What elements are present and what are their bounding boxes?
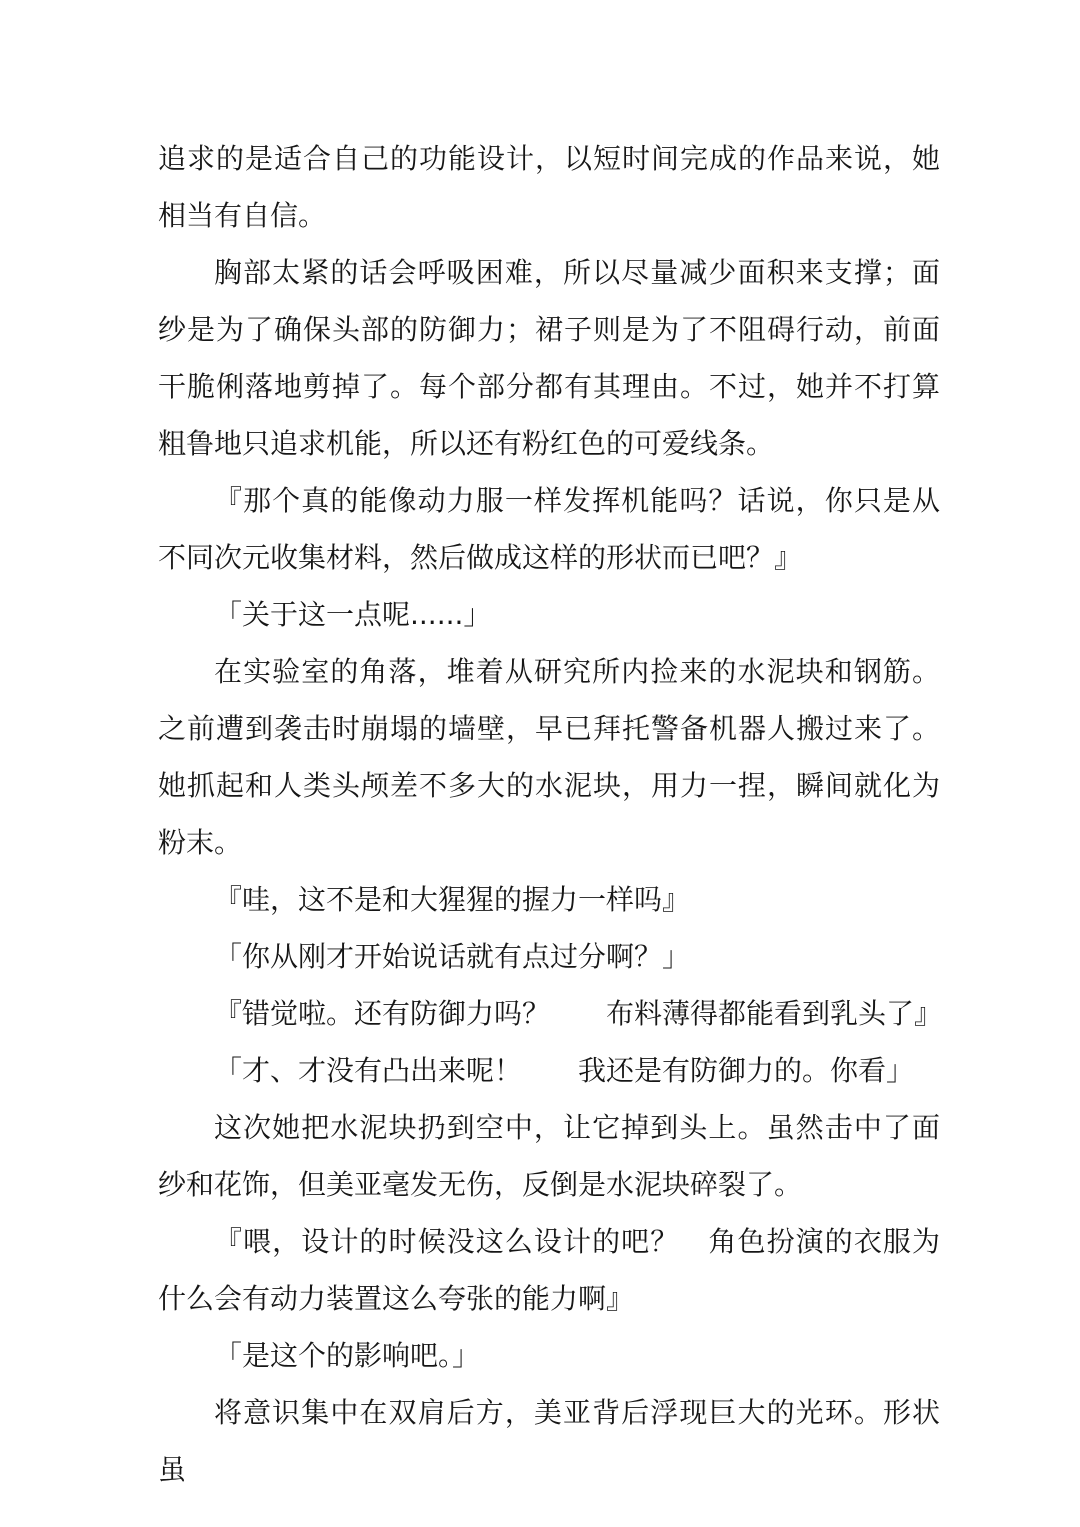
paragraph-3: 『那个真的能像动力服一样发挥机能吗？话说，你只是从不同次元收集材料，然后做成这样的形状而已吧？』 (158, 484, 940, 574)
paragraph-1: 追求的是适合自己的功能设计，以短时间完成的作品来说，她相当有自信。 (158, 142, 940, 232)
paragraph-7: 「你从刚才开始说话就有点过分啊？」 (214, 940, 691, 973)
text-block (158, 130, 943, 1498)
paragraph-10: 这次她把水泥块扔到空中，让它掉到头上。虽然击中了面纱和花饰，但美亚毫发无伤，反倒是水泥块碎裂了。 (158, 1111, 940, 1201)
paragraph-12: 「是这个的影响吧。」 (214, 1339, 481, 1372)
paragraph-4: 「关于这一点呢......」 (214, 598, 492, 631)
paragraph-13: 将意识集中在双肩后方，美亚背后浮现巨大的光环。形状虽 (158, 1396, 940, 1486)
paragraph-9: 「才、才没有凸出来呢！ 我还是有防御力的。你看」 (214, 1054, 915, 1087)
paragraph-8: 『错觉啦。还有防御力吗？ 布料薄得都能看到乳头了』 (214, 997, 943, 1030)
paragraph-11: 『喂，设计的时候没这么设计的吧？ 角色扮演的衣服为什么会有动力装置这么夸张的能力啊』 (158, 1225, 940, 1315)
paragraph-6: 『哇，这不是和大猩猩的握力一样吗』 (214, 883, 691, 916)
paragraph-2: 胸部太紧的话会呼吸困难，所以尽量减少面积来支撑；面纱是为了确保头部的防御力；裙子则是为了不阻碍行动，前面干脆俐落地剪掉了。每个部分都有其理由。不过，她并不打算粗鲁地只追求机能，所以还有粉红色的可爱线条。 (158, 256, 940, 460)
paragraph-5: 在实验室的角落，堆着从研究所内捡来的水泥块和钢筋。之前遭到袭击时崩塌的墙壁，早已拜托警备机器人搬过来了。她抓起和人类头颅差不多大的水泥块，用力一捏，瞬间就化为粉末。 (158, 655, 940, 859)
